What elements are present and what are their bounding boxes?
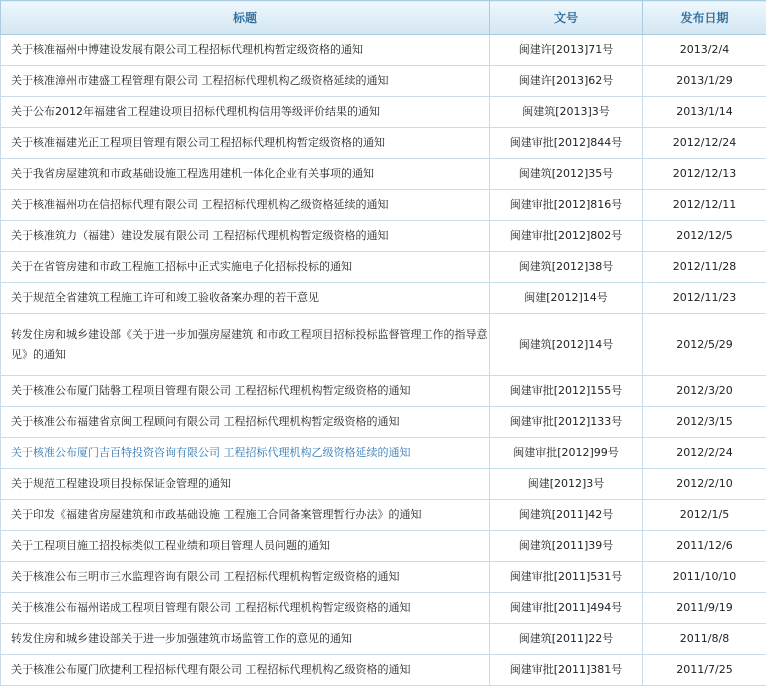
notice-title-link-cell — [1, 283, 490, 314]
notice-title-link-cell — [1, 593, 490, 624]
notice-title-link[interactable]: 转发住房和城乡建设部《关于进一步加强房屋建筑 和市政工程项目招标投标监督管理工作的指导意见》的通知 — [11, 328, 488, 361]
document-number-cell — [490, 35, 643, 66]
publish-date: 2011/12/6 — [676, 539, 732, 552]
table-row[interactable] — [1, 221, 766, 252]
publish-date-cell — [643, 500, 766, 531]
publish-date: 2012/11/23 — [673, 291, 736, 304]
table-row[interactable] — [1, 314, 766, 376]
publish-date-cell — [643, 159, 766, 190]
notice-title-link[interactable]: 关于核准公布厦门欣捷利工程招标代理有限公司 工程招标代理机构乙级资格的通知 — [11, 663, 411, 676]
notice-title-link[interactable]: 关于核准公布福州诺成工程项目管理有限公司 工程招标代理机构暂定级资格的通知 — [11, 601, 411, 614]
document-number: 闽建[2012]3号 — [528, 477, 605, 490]
publish-date: 2013/2/4 — [680, 43, 729, 56]
document-number: 闽建审批[2011]381号 — [510, 663, 623, 676]
document-number-cell — [490, 407, 643, 438]
column-header-number: 文号 — [490, 1, 643, 35]
publish-date-cell — [643, 128, 766, 159]
table-row[interactable] — [1, 97, 766, 128]
notice-title-link[interactable]: 关于核准公布厦门吉百特投资咨询有限公司 工程招标代理机构乙级资格延续的通知 — [11, 446, 411, 459]
table-row[interactable] — [1, 407, 766, 438]
table-row[interactable] — [1, 469, 766, 500]
publish-date-cell — [643, 66, 766, 97]
publish-date: 2012/12/24 — [673, 136, 736, 149]
publish-date: 2011/9/19 — [676, 601, 732, 614]
document-number: 闽建筑[2012]14号 — [519, 338, 614, 351]
notice-title-link-cell — [1, 128, 490, 159]
table-row[interactable] — [1, 376, 766, 407]
publish-date-cell — [643, 593, 766, 624]
publish-date: 2011/10/10 — [673, 570, 736, 583]
notice-title-link[interactable]: 关于核准漳州市建盛工程管理有限公司 工程招标代理机构乙级资格延续的通知 — [11, 74, 389, 87]
document-number: 闽建审批[2012]99号 — [513, 446, 619, 459]
notice-title-link-cell — [1, 221, 490, 252]
publish-date: 2012/12/5 — [676, 229, 732, 242]
document-number: 闽建审批[2011]494号 — [510, 601, 623, 614]
table-row[interactable] — [1, 655, 766, 686]
publish-date-cell — [643, 531, 766, 562]
publish-date-cell — [643, 655, 766, 686]
table-row[interactable] — [1, 66, 766, 97]
notice-title-link-cell — [1, 469, 490, 500]
publish-date: 2012/2/24 — [676, 446, 732, 459]
document-number-cell — [490, 252, 643, 283]
publish-date: 2012/3/15 — [676, 415, 732, 428]
notice-title-link-cell — [1, 97, 490, 128]
notice-title-link[interactable]: 关于规范全省建筑工程施工许可和竣工验收备案办理的若干意见 — [11, 291, 319, 304]
publish-date-cell — [643, 97, 766, 128]
document-number-cell — [490, 66, 643, 97]
document-number: 闽建审批[2012]802号 — [510, 229, 623, 242]
column-header-date: 发布日期 — [643, 1, 766, 35]
publish-date: 2011/7/25 — [676, 663, 732, 676]
table-row[interactable] — [1, 190, 766, 221]
notice-title-link[interactable]: 关于核准公布厦门陆磐工程项目管理有限公司 工程招标代理机构暂定级资格的通知 — [11, 384, 411, 397]
publish-date: 2012/12/13 — [673, 167, 736, 180]
notice-title-link-cell — [1, 407, 490, 438]
publish-date-cell — [643, 190, 766, 221]
table-row[interactable] — [1, 531, 766, 562]
document-number-cell — [490, 97, 643, 128]
notice-title-link[interactable]: 关于公布2012年福建省工程建设项目招标代理机构信用等级评价结果的通知 — [11, 105, 380, 118]
publish-date: 2012/5/29 — [676, 338, 732, 351]
notice-title-link-cell — [1, 531, 490, 562]
table-row[interactable] — [1, 438, 766, 469]
document-number: 闽建审批[2011]531号 — [510, 570, 623, 583]
table-row[interactable] — [1, 593, 766, 624]
notice-title-link[interactable]: 关于核准福建光正工程项目管理有限公司工程招标代理机构暂定级资格的通知 — [11, 136, 385, 149]
document-number: 闽建许[2013]62号 — [519, 74, 614, 87]
notice-title-link[interactable]: 关于核准筑力（福建）建设发展有限公司 工程招标代理机构暂定级资格的通知 — [11, 229, 389, 242]
document-number-cell — [490, 314, 643, 376]
notice-title-link-cell — [1, 190, 490, 221]
document-number-cell — [490, 562, 643, 593]
table-row[interactable] — [1, 252, 766, 283]
publish-date: 2012/12/11 — [673, 198, 736, 211]
document-number: 闽建筑[2011]42号 — [519, 508, 614, 521]
publish-date-cell — [643, 624, 766, 655]
notice-title-link[interactable]: 关于核准福州中博建设发展有限公司工程招标代理机构暂定级资格的通知 — [11, 43, 363, 56]
notice-title-link-cell — [1, 438, 490, 469]
document-number: 闽建筑[2012]35号 — [519, 167, 614, 180]
notice-title-link[interactable]: 关于核准公布福建省京闽工程顾问有限公司 工程招标代理机构暂定级资格的通知 — [11, 415, 400, 428]
table-body — [1, 35, 766, 686]
notice-title-link-cell — [1, 252, 490, 283]
document-number: 闽建筑[2012]38号 — [519, 260, 614, 273]
notice-title-link-cell — [1, 314, 490, 376]
table-row[interactable] — [1, 159, 766, 190]
publish-date: 2012/1/5 — [680, 508, 729, 521]
document-number: 闽建筑[2013]3号 — [522, 105, 610, 118]
document-number-cell — [490, 531, 643, 562]
document-number: 闽建[2012]14号 — [524, 291, 608, 304]
publish-date-cell — [643, 252, 766, 283]
document-number: 闽建审批[2012]844号 — [510, 136, 623, 149]
document-number: 闽建审批[2012]155号 — [510, 384, 623, 397]
document-number-cell — [490, 469, 643, 500]
document-number-cell — [490, 593, 643, 624]
notice-title-link-cell — [1, 655, 490, 686]
document-number-cell — [490, 128, 643, 159]
publish-date: 2013/1/14 — [676, 105, 732, 118]
document-number: 闽建筑[2011]22号 — [519, 632, 614, 645]
document-number-cell — [490, 624, 643, 655]
table-row[interactable] — [1, 562, 766, 593]
publish-date: 2012/11/28 — [673, 260, 736, 273]
notice-title-link-cell — [1, 500, 490, 531]
document-number: 闽建筑[2011]39号 — [519, 539, 614, 552]
document-number-cell — [490, 283, 643, 314]
notice-title-link[interactable]: 关于核准公布三明市三水监理咨询有限公司 工程招标代理机构暂定级资格的通知 — [11, 570, 400, 583]
publish-date-cell — [643, 562, 766, 593]
notice-title-link-cell — [1, 66, 490, 97]
document-number: 闽建审批[2012]816号 — [510, 198, 623, 211]
notice-title-link-cell — [1, 35, 490, 66]
publish-date-cell — [643, 314, 766, 376]
table-row[interactable] — [1, 624, 766, 655]
publish-date-cell — [643, 283, 766, 314]
publish-date: 2012/3/20 — [676, 384, 732, 397]
notice-title-link[interactable]: 关于我省房屋建筑和市政基础设施工程选用建机一体化企业有关事项的通知 — [11, 167, 374, 180]
publish-date-cell — [643, 221, 766, 252]
table-row[interactable] — [1, 500, 766, 531]
notice-title-link-cell — [1, 624, 490, 655]
notice-title-link[interactable]: 转发住房和城乡建设部关于进一步加强建筑市场监管工作的意见的通知 — [11, 632, 352, 645]
publish-date: 2013/1/29 — [676, 74, 732, 87]
notice-title-link[interactable]: 关于规范工程建设项目投标保证金管理的通知 — [11, 477, 231, 490]
document-number: 闽建许[2013]71号 — [519, 43, 614, 56]
notice-title-link[interactable]: 关于核准福州功在信招标代理有限公司 工程招标代理机构乙级资格延续的通知 — [11, 198, 389, 211]
table-row[interactable] — [1, 35, 766, 66]
notice-title-link-cell — [1, 562, 490, 593]
notice-title-link[interactable]: 关于工程项目施工招投标类似工程业绩和项目管理人员问题的通知 — [11, 539, 330, 552]
publish-date: 2011/8/8 — [680, 632, 729, 645]
document-number: 闽建审批[2012]133号 — [510, 415, 623, 428]
notice-title-link[interactable]: 关于印发《福建省房屋建筑和市政基础设施 工程施工合同备案管理暂行办法》的通知 — [11, 508, 422, 521]
document-number-cell — [490, 190, 643, 221]
document-number-cell — [490, 159, 643, 190]
document-number-cell — [490, 376, 643, 407]
document-number-cell — [490, 655, 643, 686]
publish-date-cell — [643, 407, 766, 438]
notice-title-link-cell — [1, 376, 490, 407]
document-number-cell — [490, 500, 643, 531]
publish-date-cell — [643, 35, 766, 66]
publish-date-cell — [643, 469, 766, 500]
publish-date: 2012/2/10 — [676, 477, 732, 490]
document-number-cell — [490, 438, 643, 469]
document-number-cell — [490, 221, 643, 252]
table-header-row — [1, 1, 766, 35]
table-row[interactable] — [1, 283, 766, 314]
publish-date-cell — [643, 438, 766, 469]
table-row[interactable] — [1, 128, 766, 159]
publish-date-cell — [643, 376, 766, 407]
notice-title-link-cell — [1, 159, 490, 190]
column-header-title: 标题 — [1, 1, 490, 35]
notice-title-link[interactable]: 关于在省管房建和市政工程施工招标中正式实施电子化招标投标的通知 — [11, 260, 352, 273]
